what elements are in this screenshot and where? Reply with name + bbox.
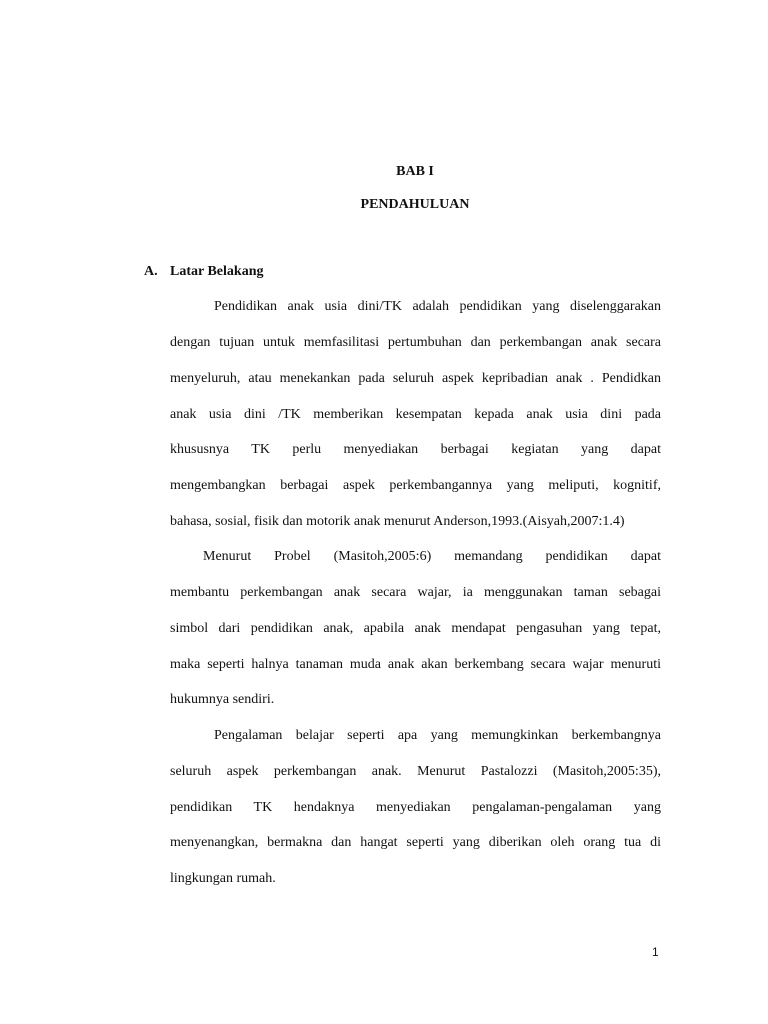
paragraph-2-line-1: Menurut Probel (Masitoh,2005:6) memandang pendidikan dapat — [203, 549, 661, 564]
paragraph-3-line-2: seluruh aspek perkembangan anak. Menurut Pastalozzi (Masitoh,2005:35), — [170, 764, 661, 779]
paragraph-3-line-5: lingkungan rumah. — [170, 871, 276, 886]
paragraph-3-line-4: menyenangkan, bermakna dan hangat seperti yang diberikan oleh orang tua di — [170, 835, 661, 850]
paragraph-1-line-5: khususnya TK perlu menyediakan berbagai kegiatan yang dapat — [170, 442, 661, 457]
section-heading — [144, 263, 263, 281]
paragraph-1-line-2: dengan tujuan untuk memfasilitasi pertumbuhan dan perkembangan anak secara — [170, 335, 661, 350]
paragraph-2-line-2: membantu perkembangan anak secara wajar, ia menggunakan taman sebagai — [170, 585, 661, 600]
chapter-title: PENDAHULUAN — [360, 197, 470, 212]
chapter-label: BAB I — [396, 164, 434, 179]
page-number: 1 — [652, 945, 659, 959]
paragraph-2-line-5: hukumnya sendiri. — [170, 692, 275, 707]
paragraph-2-line-3: simbol dari pendidikan anak, apabila anak mendapat pengasuhan yang tepat, — [170, 621, 661, 636]
paragraph-3-line-1: Pengalaman belajar seperti apa yang memungkinkan berkembangnya — [214, 728, 661, 743]
paragraph-1-line-1: Pendidikan anak usia dini/TK adalah pendidikan yang diselenggarakan — [214, 299, 661, 314]
paragraph-1-line-3: menyeluruh, atau menekankan pada seluruh aspek kepribadian anak . Pendidkan — [170, 371, 661, 386]
paragraph-3-line-3: pendidikan TK hendaknya menyediakan pengalaman-pengalaman yang — [170, 800, 661, 815]
section-marker: A. — [144, 264, 158, 279]
paragraph-1-line-6: mengembangkan berbagai aspek perkembangannya yang meliputi, kognitif, — [170, 478, 661, 493]
paragraph-2-line-4: maka seperti halnya tanaman muda anak akan berkembang secara wajar menuruti — [170, 657, 661, 672]
paragraph-1-line-7: bahasa, sosial, fisik dan motorik anak menurut Anderson,1993.(Aisyah,2007:1.4) — [170, 514, 625, 529]
section-title: Latar Belakang — [170, 264, 264, 279]
paragraph-1-line-4: anak usia dini /TK memberikan kesempatan kepada anak usia dini pada — [170, 407, 661, 422]
